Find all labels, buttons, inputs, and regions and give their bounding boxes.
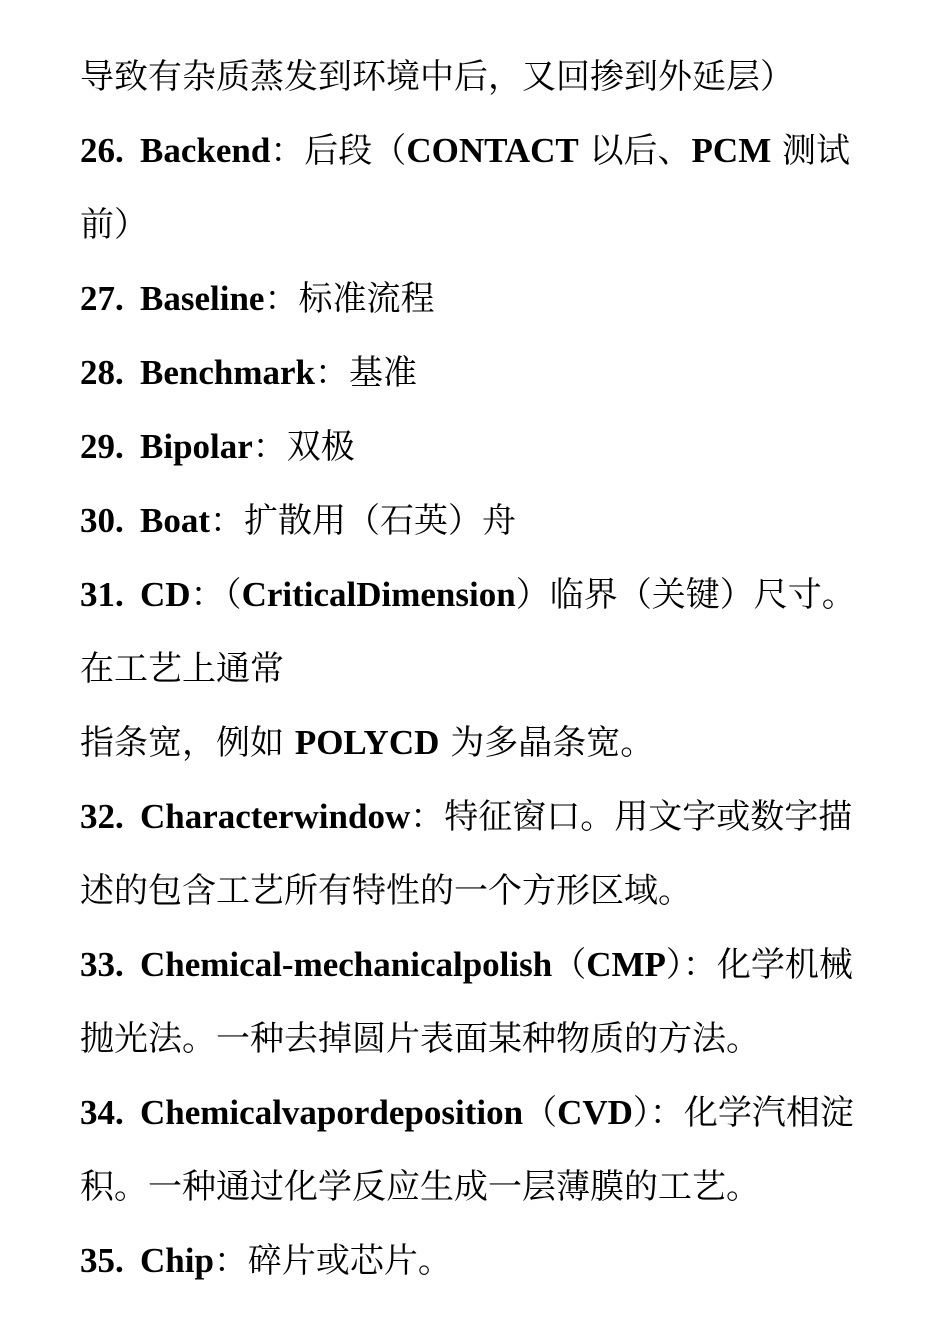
entry-term: Chemicalvapordeposition [140, 1093, 524, 1132]
latin-term: CriticalDimension [241, 575, 516, 614]
entry-term: Chemical-mechanicalpolish [140, 945, 553, 984]
entry-number: 34. [80, 1093, 124, 1132]
latin-term: CVD [557, 1093, 633, 1132]
line-text: 导致有杂质蒸发到环境中后，又回掺到外延层） [80, 57, 794, 97]
entry-number: 29. [80, 427, 124, 466]
entry-number: 31. [80, 575, 124, 614]
entry-definition: ：特征窗口。用文字或数字描 [410, 797, 853, 837]
entry-definition: ：（CriticalDimension）临界（关键）尺寸。 [190, 575, 856, 615]
glossary-entry-33 [80, 928, 880, 1002]
entry-number: 32. [80, 797, 124, 836]
glossary-entry-27 [80, 262, 880, 336]
entry-term: Backend [140, 131, 271, 170]
text-line [80, 1002, 880, 1076]
entry-definition: ：基准 [315, 353, 417, 393]
glossary-entry-30 [80, 484, 880, 558]
entry-term: Chip [140, 1241, 214, 1280]
document-page [80, 40, 880, 1298]
glossary-entry-29 [80, 410, 880, 484]
line-text: 抛光法。一种去掉圆片表面某种物质的方法。 [80, 1019, 760, 1059]
line-text: 在工艺上通常 [80, 649, 284, 689]
entry-number: 28. [80, 353, 124, 392]
latin-term: CONTACT [406, 131, 579, 170]
line-text: 积。一种通过化学反应生成一层薄膜的工艺。 [80, 1167, 760, 1207]
entry-number: 30. [80, 501, 124, 540]
line-text: 前） [80, 205, 148, 245]
text-line [80, 632, 880, 706]
entry-definition: ：后段（CONTACT 以后、PCM 测试 [270, 131, 851, 171]
glossary-entry-35 [80, 1224, 880, 1298]
entry-definition: ：扩散用（石英）舟 [210, 501, 516, 541]
glossary-entry-31 [80, 558, 880, 632]
latin-term: POLYCD [294, 723, 440, 762]
entry-term: Bipolar [140, 427, 253, 466]
entry-number: 35. [80, 1241, 124, 1280]
entry-term: Baseline [140, 279, 265, 318]
glossary-entry-28 [80, 336, 880, 410]
entry-number: 26. [80, 131, 124, 170]
glossary-entry-26 [80, 114, 880, 188]
entry-definition: （CMP）：化学机械 [552, 945, 853, 985]
entry-definition: ：标准流程 [264, 279, 435, 319]
text-line [80, 706, 880, 780]
latin-term: PCM [691, 131, 772, 170]
entry-definition: ：碎片或芯片。 [213, 1241, 452, 1281]
entry-term: Boat [140, 501, 210, 540]
text-line [80, 40, 880, 114]
line-text: 指条宽，例如 POLYCD 为多晶条宽。 [80, 723, 655, 763]
glossary-entry-32 [80, 780, 880, 854]
glossary-entry-34 [80, 1076, 880, 1150]
entry-term: Characterwindow [140, 797, 411, 836]
text-line [80, 1150, 880, 1224]
line-text: 述的包含工艺所有特性的一个方形区域。 [80, 871, 692, 911]
entry-number: 33. [80, 945, 124, 984]
entry-term: CD [140, 575, 191, 614]
entry-term: Benchmark [140, 353, 315, 392]
text-line [80, 188, 880, 262]
entry-definition: ：双极 [252, 427, 355, 467]
text-line [80, 854, 880, 928]
entry-definition: （CVD）：化学汽相淀 [523, 1093, 854, 1133]
latin-term: CMP [586, 945, 666, 984]
entry-number: 27. [80, 279, 124, 318]
